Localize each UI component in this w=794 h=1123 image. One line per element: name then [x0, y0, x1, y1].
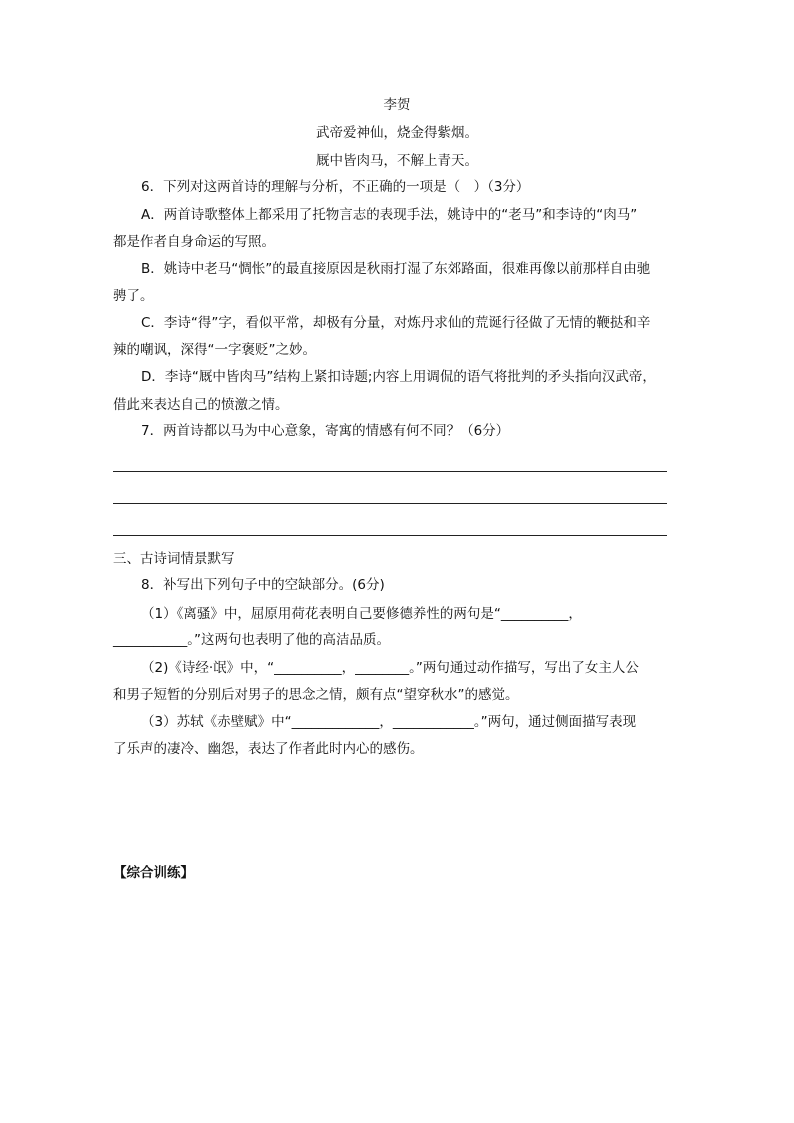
- q8-item-2-line-2: 和男子短暂的分别后对男子的思念之情，颇有点“望穿秋水”的感觉。: [113, 687, 519, 703]
- option-a-line-1: A．两首诗歌整体上都采用了托物言志的表现手法，姚诗中的“老马”和李诗的“肉马”: [141, 207, 638, 223]
- question-8-stem: 8．补写出下列句子中的空缺部分。(6分): [141, 577, 385, 593]
- answer-line-1: [113, 471, 667, 472]
- answer-line-3: [113, 535, 667, 536]
- option-d-line-2: 借此来表达自己的愤激之情。: [113, 397, 289, 413]
- q8-item-3-line-1: （3）苏轼《赤壁赋》中“_____________，____________。”两句，通过侧面描写表现: [141, 714, 637, 730]
- option-b-line-1: B．姚诗中老马“惆怅”的最直接原因是秋雨打湿了东郊路面，很难再像以前那样自由驰: [141, 261, 651, 277]
- poem-author: 李贺: [383, 97, 411, 113]
- q8-item-1-line-2: ___________。”这两句也表明了他的高洁品质。: [113, 632, 390, 648]
- q8-item-3-line-2: 了乐声的凄冷、幽怨，表达了作者此时内心的感伤。: [113, 741, 424, 757]
- answer-line-2: [113, 503, 667, 504]
- section-3-heading: 三、古诗词情景默写: [113, 551, 235, 567]
- question-7-stem: 7．两首诗都以马为中心意象，寄寓的情感有何不同？（6分）: [141, 423, 510, 439]
- option-d-line-1: D．李诗“厩中皆肉马”结构上紧扣诗题;内容上用调侃的语气将批判的矛头指向汉武帝，: [141, 369, 656, 385]
- q8-item-2-line-1: （2)《诗经·氓》中，“__________，________。”两句通过动作描写，写出了女主人公: [141, 660, 639, 676]
- poem-line-1: 武帝爱神仙，烧金得紫烟。: [316, 125, 478, 141]
- poem-line-2: 厩中皆肉马，不解上青天。: [316, 153, 478, 169]
- option-c-line-1: C．李诗“得”字，看似平常，却极有分量，对炼丹求仙的荒诞行径做了无情的鞭挞和辛: [141, 315, 651, 331]
- comprehensive-training-heading: 【综合训练】: [113, 865, 194, 881]
- option-c-line-2: 辣的嘲讽，深得“一字褒贬”之妙。: [113, 342, 316, 358]
- question-6-stem: 6．下列对这两首诗的理解与分析，不正确的一项是（ ）（3分）: [141, 179, 530, 195]
- option-a-line-2: 都是作者自身命运的写照。: [113, 234, 275, 250]
- option-b-line-2: 骋了。: [113, 288, 154, 304]
- q8-item-1-line-1: （1）《离骚》中，屈原用荷花表明自己要修德养性的两句是“__________，: [141, 606, 582, 622]
